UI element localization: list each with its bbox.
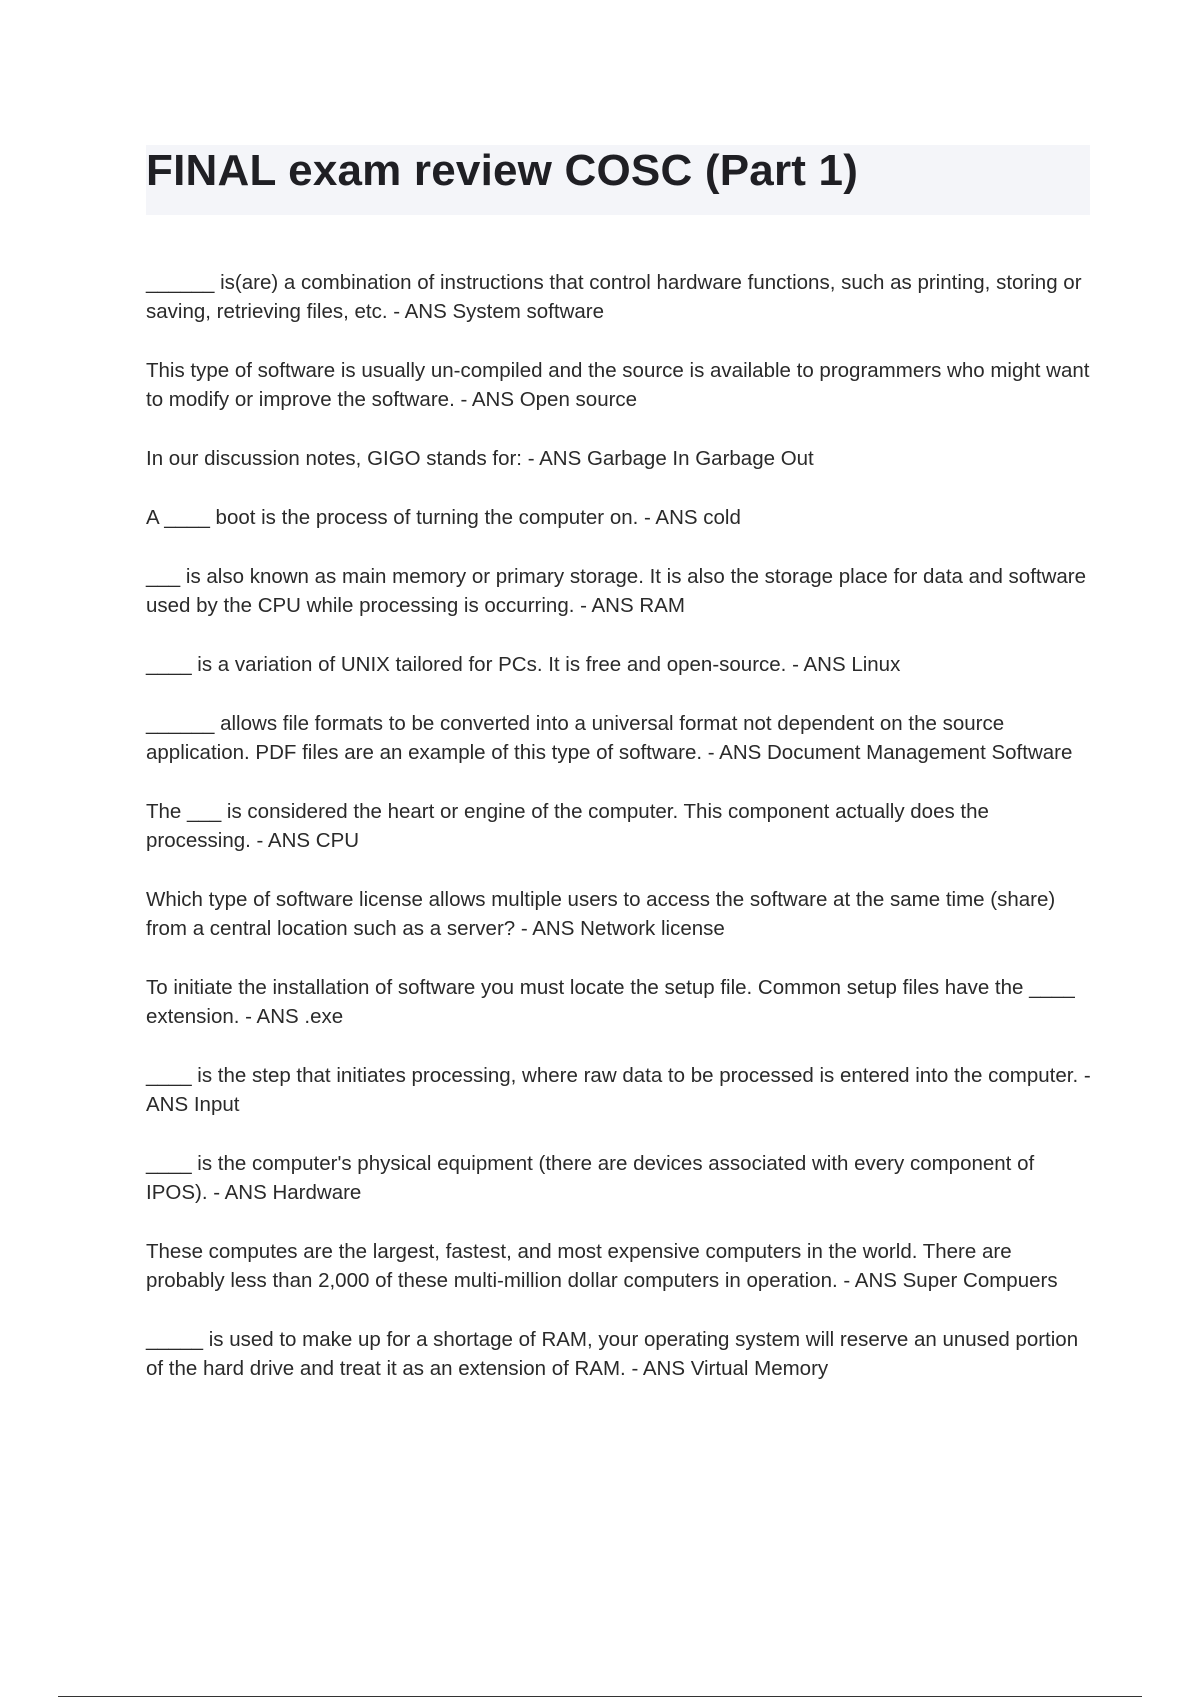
qa-item (146, 444, 1092, 473)
qa-item (146, 797, 1092, 855)
qa-item (146, 885, 1092, 943)
answer-separator: - ANS (625, 1357, 691, 1380)
question-text: A ____ boot is the process of turning the computer on. (146, 506, 639, 529)
question-text: These computes are the largest, fastest, and most expensive computers in the world. There are probably less than 2,000 of these multi-million dollar computers in operation. (146, 1240, 1012, 1292)
qa-item (146, 503, 1092, 532)
qa-list (146, 268, 1092, 1413)
answer-text: Virtual Memory (690, 1357, 829, 1380)
answer-text: cold (703, 506, 741, 529)
question-text: The ___ is considered the heart or engine of the computer. This component actually does the processing. (146, 800, 989, 852)
question-text: Which type of software license allows multiple users to access the software at the same time (share) from a central location such as a server? (146, 888, 1056, 940)
question-text: ____ is the step that initiates processing, where raw data to be processed is entered into the computer. (146, 1064, 1079, 1087)
answer-text: Open source (519, 388, 638, 411)
answer-text: Network license (580, 917, 725, 940)
question-text: ______ is(are) a combination of instructions that control hardware functions, such as printing, storing or saving, retrieving files, etc. (146, 271, 1082, 323)
answer-separator: - ANS (702, 741, 767, 764)
answer-separator: - ANS (239, 1005, 305, 1028)
qa-item (146, 1149, 1092, 1207)
answer-separator: - ANS (454, 388, 520, 411)
qa-item (146, 562, 1092, 620)
answer-text: RAM (639, 594, 685, 617)
qa-item (146, 1237, 1092, 1295)
answer-separator: - ANS (207, 1181, 273, 1204)
answer-separator: - ANS (786, 653, 852, 676)
footer-rule (58, 1696, 1142, 1697)
answer-text: Hardware (272, 1181, 362, 1204)
qa-item (146, 268, 1092, 326)
answer-text: CPU (315, 829, 360, 852)
qa-item (146, 356, 1092, 414)
question-text: In our discussion notes, GIGO stands for: (146, 447, 523, 470)
qa-item (146, 973, 1092, 1031)
answer-text: .exe (304, 1005, 344, 1028)
answer-separator: - ANS (837, 1269, 903, 1292)
answer-text: Super Compuers (902, 1269, 1058, 1292)
qa-item (146, 650, 1092, 679)
answer-separator: - ANS (515, 917, 581, 940)
qa-item (146, 1061, 1092, 1119)
answer-separator: - ANS (522, 447, 587, 470)
answer-separator: - ANS (146, 1064, 1091, 1116)
document-title: FINAL exam review COSC (Part 1) (146, 146, 859, 195)
question-text: To initiate the installation of software you must locate the setup file. Common setup files have the ____ extension. (146, 976, 1075, 1028)
answer-text: System software (452, 300, 605, 323)
answer-separator: - ANS (574, 594, 640, 617)
question-text: ____ is a variation of UNIX tailored for PCs. It is free and open-source. (146, 653, 787, 676)
answer-text: Input (193, 1093, 240, 1116)
question-text: ______ allows file formats to be converted into a universal format not dependent on the source application. PDF files are an example of this type of software. (146, 712, 1005, 764)
answer-text: Linux (851, 653, 901, 676)
question-text: This type of software is usually un-compiled and the source is available to programmers who might want to modify or improve the software. (146, 359, 1090, 411)
answer-separator: - ANS (638, 506, 704, 529)
answer-separator: - ANS (387, 300, 453, 323)
question-text: _____ is used to make up for a shortage of RAM, your operating system will reserve an unused portion of the hard drive and treat it as an extension of RAM. (146, 1328, 1079, 1380)
question-text: ___ is also known as main memory or primary storage. It is also the storage place for data and software used by the CPU while processing is occurring. (146, 565, 1087, 617)
qa-item (146, 1325, 1092, 1383)
qa-item (146, 709, 1092, 767)
answer-text: Document Management Software (767, 741, 1073, 764)
question-text: ____ is the computer's physical equipment (there are devices associated with every component of IPOS). (146, 1152, 1035, 1204)
answer-separator: - ANS (250, 829, 316, 852)
answer-text: Garbage In Garbage Out (586, 447, 814, 470)
